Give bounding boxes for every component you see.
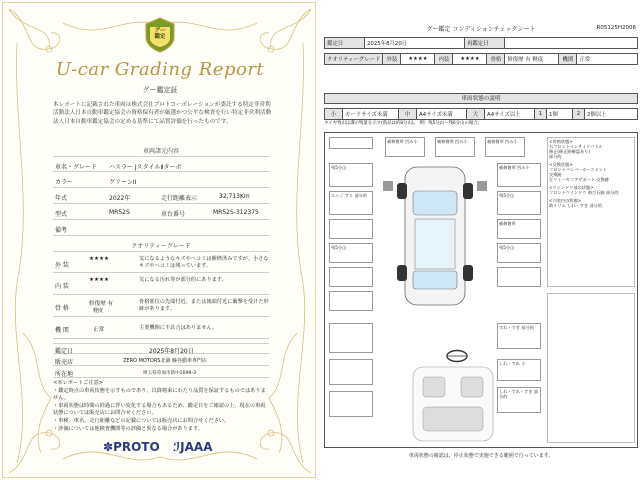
quality-mech-label: 機 関 bbox=[55, 327, 69, 334]
appraisal-date-value: 2025年8月20日 bbox=[365, 38, 465, 49]
spec-row-name bbox=[53, 156, 269, 172]
size-small-label: 小 bbox=[325, 109, 343, 120]
sheet-code: R05125H2006 bbox=[596, 25, 636, 31]
size-legend-table bbox=[324, 108, 638, 120]
jaaa-mark-icon: ℐ bbox=[173, 440, 181, 454]
quality-interior-desc: 気になる汚れ等が部分的にあります。 bbox=[139, 277, 227, 283]
quality-frame-desc: 骨格部位の先端付近、または後端付近に衝撃を受けた形跡があります。 bbox=[139, 299, 269, 312]
reappraisal-label: 再鑑定日 bbox=[465, 38, 505, 49]
notes-heading: <本レポートご注意> bbox=[53, 380, 104, 386]
diag-box-empty bbox=[329, 291, 373, 311]
spec-name-label: 車名・グレード bbox=[55, 164, 98, 171]
jaaa-logo: ℐJAAA bbox=[173, 440, 213, 454]
size-mid-label: 中 bbox=[399, 109, 417, 120]
quality-mech-desc: 主要機関に不具合はありません。 bbox=[139, 325, 218, 331]
reappraisal-value bbox=[505, 38, 638, 49]
appraisal-row-address bbox=[53, 366, 269, 378]
grade-label: クオリティーグレード bbox=[325, 54, 383, 65]
quality-heading: クオリティーグレード bbox=[131, 243, 191, 250]
damage-diagram bbox=[324, 132, 638, 448]
appraisal-date-label: 鑑定日 bbox=[55, 348, 74, 355]
spec-row-remarks bbox=[53, 220, 269, 236]
appraisal-row-date bbox=[53, 343, 269, 354]
report-subtitle: グー鑑定証 bbox=[142, 86, 178, 94]
diag-box-empty bbox=[329, 137, 373, 149]
note-item: ・鑑定時点の車両状態を示すものであり、以降将来にわたり品質を保証するものではありません。 bbox=[53, 387, 266, 402]
sheet-date-table bbox=[324, 37, 638, 49]
tire-note: タイヤ残山は溝の残量を示す(新品は約8分山)。 例）残5分山～残6分山の場合。 bbox=[324, 121, 483, 126]
size-mid-desc: A4サイズ未満 bbox=[417, 109, 467, 120]
sheet-mech-label: 機関 bbox=[559, 54, 577, 65]
one-place-num: 1 bbox=[535, 109, 547, 120]
quality-interior-stars: ★★★★ bbox=[89, 277, 110, 283]
diag-box-empty bbox=[329, 359, 373, 385]
quality-exterior-label: 外 装 bbox=[55, 262, 69, 269]
proto-mark-icon: ✽ bbox=[103, 440, 114, 454]
diag-box-bonnet: 補修箇所 凹み小 bbox=[435, 137, 475, 157]
diag-box-rear-left-tire: 残5分山 bbox=[329, 243, 373, 263]
report-intro: 本レポートに記載された車両は株式会社プロトコーポレーションが委託する特定非営利活動法人日本自動車鑑定協会の資格保有者が厳選かつ公平な検査を行い特定非営利活動法人日本自動車鑑定協会の定める基準にて品質評価を行ったものです。 bbox=[53, 102, 272, 125]
diag-box-door-fr: 補修箇所 凹み小 bbox=[497, 163, 541, 187]
two-places-num: 2 bbox=[573, 109, 585, 120]
sheet-exterior-label: 外装 bbox=[383, 54, 401, 65]
one-place-label: 1個 bbox=[547, 109, 573, 120]
spec-row-model bbox=[53, 204, 269, 220]
diag-box-rear-right-tire: 残5分山 bbox=[497, 243, 541, 263]
diag-box-empty bbox=[329, 391, 373, 417]
spec-year-value: 2022年 bbox=[109, 195, 131, 202]
diag-box-door-fl: エッジ すり 部分的 bbox=[329, 191, 373, 215]
diag-box-interior-fl: すれ・すぎ 部分的 bbox=[497, 323, 541, 349]
sheet-frame-value: 修復歴 有 軽度 bbox=[505, 54, 559, 65]
quality-frame-label: 骨 格 bbox=[55, 305, 69, 312]
spec-row-color bbox=[53, 172, 269, 188]
appraisal-table bbox=[53, 343, 269, 378]
steering-wheel-icon bbox=[445, 349, 469, 363]
note-item: ・評価については他検査機関等の評価と異なる場合があります。 bbox=[53, 425, 203, 432]
quality-row-frame bbox=[53, 295, 269, 317]
diag-box-empty bbox=[329, 323, 373, 353]
size-small-desc: カードサイズ未満 bbox=[343, 109, 399, 120]
appraisal-address-label: 所在地 bbox=[55, 371, 74, 378]
grading-report bbox=[2, 2, 316, 478]
spec-chassis-label: 車台番号 bbox=[161, 211, 186, 218]
quality-frame-sub: 軽度 bbox=[93, 308, 104, 314]
diag-box-front-left-tire: 残5分山 bbox=[329, 163, 373, 187]
sheet-interior-label: 内装 bbox=[435, 54, 453, 65]
spec-name-value: ハスラー JスタイルⅡターボ bbox=[109, 164, 182, 171]
goo-appraisal-badge bbox=[144, 17, 176, 53]
diag-box-front-right-tire: 残5分山 bbox=[497, 191, 541, 215]
appraisal-shop-value: ZERO MOTORS北園 藤谷勤車専門店 bbox=[123, 358, 208, 364]
note-item: ・車検、車名、走行距離などの記載については販売店にお問合せください。 bbox=[53, 417, 230, 424]
car-top-view-icon bbox=[379, 161, 491, 311]
sheet-frame-label: 骨格 bbox=[487, 54, 505, 65]
proto-logo: ✽PROTO bbox=[103, 440, 160, 454]
diag-box-bumper: 補修箇所 凹み小 bbox=[385, 137, 425, 157]
spec-color-label: カラー bbox=[55, 179, 74, 186]
badge-text: グー 鑑定 bbox=[154, 28, 166, 40]
spec-table bbox=[53, 156, 269, 236]
spec-model-label: 型式 bbox=[55, 211, 68, 218]
diag-box-door-rr: 補修箇所 bbox=[497, 219, 541, 239]
explain-heading: 車両状態の説明 bbox=[324, 93, 638, 104]
spec-year-label: 年式 bbox=[55, 195, 68, 202]
spec-chassis-value: MR52S-312375 bbox=[213, 209, 259, 216]
sheet-title: グー鑑定 コンディションチェックシート bbox=[426, 26, 536, 33]
report-title: U-car Grading Report bbox=[55, 59, 265, 80]
spec-heading: 車両諸元内容 bbox=[142, 148, 179, 155]
size-large-desc: A4サイズ以上 bbox=[485, 109, 535, 120]
two-places-label: 2個以上 bbox=[585, 109, 638, 120]
quality-interior-label: 内 装 bbox=[55, 283, 69, 290]
appraisal-row-shop bbox=[53, 354, 269, 366]
diag-box-interior-rr: しれ・すれ・すぎ 部分的 bbox=[497, 387, 541, 413]
sheet-grade-table bbox=[324, 53, 638, 65]
sheet-interior-stars: ★★★★ bbox=[453, 54, 487, 65]
spec-row-year bbox=[53, 188, 269, 204]
spec-remarks-label: 備考 bbox=[55, 227, 68, 234]
diag-notes: <骨格状態> 右フロントインサイドパネル 修正(修正跡確認あり) 部分的 <交換状態> フロントバンパーホースメント 交換跡 左リミーキコアサポート 交換跡 <ウインドウ部の状態> フロントウインドウ 飛び石跡 部分的 <内装内の状態> 助トリム しれ・すぎ 部分的 bbox=[547, 137, 635, 287]
spec-color-value: グリーンII bbox=[109, 179, 137, 186]
tire-legend: 例）残5分山～残6分山の場合。 bbox=[419, 121, 483, 126]
quality-mech-value: 正常 bbox=[93, 327, 105, 333]
quality-row-mech bbox=[53, 317, 269, 339]
appraisal-date-value: 2025年8月20日 bbox=[149, 348, 194, 355]
car-interior-view-icon bbox=[409, 365, 497, 443]
appraisal-address-value: 埼玉県草加市新中2099-3 bbox=[143, 371, 197, 376]
diag-box-empty bbox=[329, 267, 373, 287]
sheet-mech-value: 正常 bbox=[577, 54, 638, 65]
quality-row-exterior bbox=[53, 251, 269, 273]
diag-box-interior-fr: しれ・すれ 小 bbox=[497, 359, 541, 381]
quality-row-interior bbox=[53, 273, 269, 295]
sheet-exterior-stars: ★★★★ bbox=[401, 54, 435, 65]
condition-check-sheet bbox=[324, 20, 638, 460]
sheet-footer-note: 車両状態の確認は、停止状態で実施できる範囲で行っています。 bbox=[408, 453, 554, 459]
diag-box-empty bbox=[497, 267, 541, 287]
quality-exterior-desc: 気になるようなキズやヘコミは補修済みですが、小さなキズやヘコミは残っています。 bbox=[139, 256, 269, 269]
size-large-label: 大 bbox=[467, 109, 485, 120]
quality-frame-value: 修復歴 有 bbox=[89, 301, 114, 307]
appraisal-date-label: 鑑定日 bbox=[325, 38, 365, 49]
appraisal-shop-label: 販売店 bbox=[55, 359, 74, 366]
quality-table bbox=[53, 251, 269, 339]
diag-notes-empty bbox=[547, 293, 635, 443]
spec-mileage-value: 32,713Km bbox=[219, 193, 250, 200]
diag-box-empty bbox=[329, 219, 373, 239]
report-notes bbox=[53, 380, 269, 433]
quality-exterior-stars: ★★★★ bbox=[89, 256, 110, 262]
spec-mileage-label: 走行距離表示 bbox=[161, 195, 198, 202]
note-item: ・車両状態は時間の経過に伴い変化する場合もあるため、鑑定日をご確認の上、現在の車両状態については販売店にお問合せください。 bbox=[53, 402, 266, 417]
diag-box-roof: 補修箇所 凹み小 bbox=[485, 137, 525, 157]
spec-model-value: MR52S bbox=[109, 209, 130, 216]
